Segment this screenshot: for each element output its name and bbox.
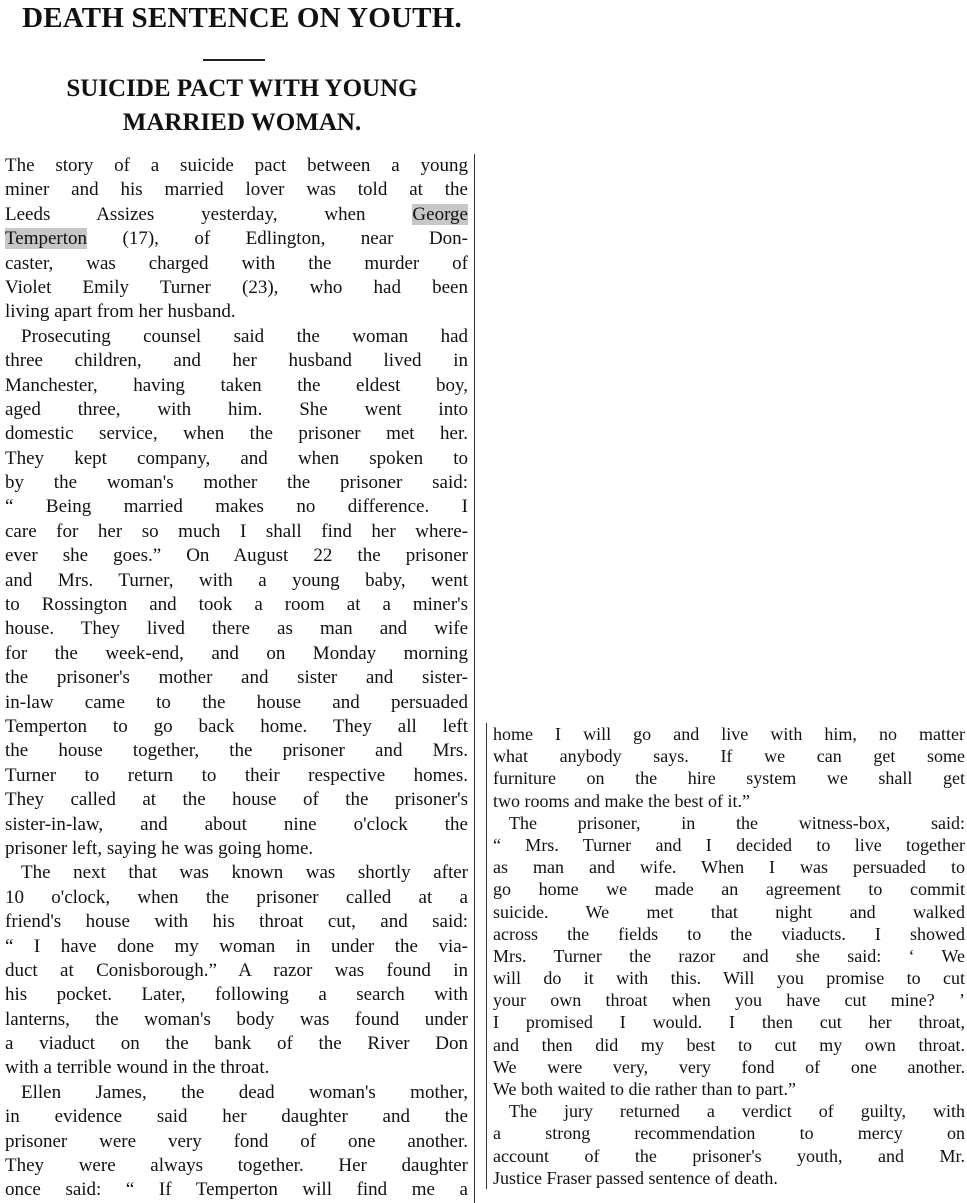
- text-line: Temperton to go back home. They all left: [5, 715, 468, 737]
- text-line: once said: “ If Temperton will find me a: [5, 1179, 468, 1201]
- headline: DEATH SENTENCE ON YOUTH.: [22, 2, 462, 34]
- subheadline-line: MARRIED WOMAN.: [122, 109, 362, 136]
- headline-divider: [203, 59, 265, 61]
- text-line: They called at the house of the prisoner's: [5, 789, 468, 811]
- text-line: and Mrs. Turner, with a young baby, went: [5, 569, 468, 591]
- text-line: Temperton (17), of Edlington, near Don-: [5, 228, 468, 250]
- text-line: I promised I would. I then cut her throat,: [493, 1012, 965, 1033]
- text-line: “ Mrs. Turner and I decided to live together: [493, 834, 965, 855]
- text-line: account of the prisoner's youth, and Mr.: [493, 1145, 965, 1166]
- text-line: ever she goes.” On August 22 the prisoner: [5, 545, 468, 567]
- text-line: domestic service, when the prisoner met her.: [5, 423, 468, 445]
- highlight: Temperton: [5, 228, 88, 250]
- text-line: two rooms and make the best of it.”: [493, 790, 750, 811]
- text-line: home I will go and live with him, no matter: [493, 724, 965, 744]
- text-line: your own throat when you have cut mine? ’: [493, 990, 965, 1011]
- text-line: prisoner were very fond of one another.: [5, 1130, 468, 1152]
- text-line: as man and wife. When I was persuaded to: [493, 857, 965, 878]
- text-line: Turner to return to their respective homes.: [5, 764, 468, 786]
- text-line: They kept company, and when spoken to: [5, 447, 468, 469]
- text-line: care for her so much I shall find her where-: [5, 520, 468, 542]
- text-line: will do it with this. Will you promise to cut: [493, 968, 965, 989]
- subheadline: [0, 72, 484, 140]
- text-line: furniture on the hire system we shall get: [493, 768, 965, 789]
- text-line: Mrs. Turner the razor and she said: ‘ We: [493, 945, 965, 966]
- text-line: miner and his married lover was told at the: [5, 179, 468, 201]
- text-line: Prosecuting counsel said the woman had: [21, 325, 468, 347]
- text-line: suicide. We met that night and walked: [493, 901, 965, 922]
- text-line: The story of a suicide pact between a young: [5, 155, 468, 176]
- text-line: house. They lived there as man and wife: [5, 618, 468, 640]
- text-line: three children, and her husband lived in: [5, 350, 468, 372]
- text-line: We were very, very fond of one another.: [493, 1056, 965, 1077]
- text-line: Violet Emily Turner (23), who had been: [5, 276, 468, 298]
- text-line: the prisoner's mother and sister and sister-: [5, 667, 468, 689]
- text-line: the house together, the prisoner and Mrs.: [5, 740, 468, 762]
- text-line: The next that was known was shortly after: [21, 862, 468, 884]
- article-column-right: [486, 723, 965, 1189]
- text-line: with a terrible wound in the throat.: [5, 1057, 270, 1079]
- text-line: to Rossington and took a room at a miner's: [5, 594, 468, 616]
- text-line: duct at Conisborough.” A razor was found in: [5, 959, 468, 981]
- text-line: go home we made an agreement to commit: [493, 879, 965, 900]
- text-line: Ellen James, the dead woman's mother,: [21, 1081, 468, 1103]
- text-line: Leeds Assizes yesterday, when George: [5, 203, 468, 225]
- text-line: Justice Fraser passed sentence of death.: [493, 1167, 778, 1188]
- text-line: aged three, with him. She went into: [5, 398, 468, 420]
- text-line: We both waited to die rather than to part.”: [493, 1079, 796, 1099]
- text-line: across the fields to the viaducts. I showed: [493, 923, 965, 944]
- text-line: 10 o'clock, when the prisoner called at a: [5, 886, 468, 908]
- text-line: by the woman's mother the prisoner said:: [5, 472, 468, 494]
- text-line: living apart from her husband.: [5, 301, 236, 323]
- text-line: in-law came to the house and persuaded: [5, 691, 468, 713]
- text-line: “ I have done my woman in under the via-: [5, 935, 468, 957]
- text-line: what anybody says. If we can get some: [493, 746, 965, 767]
- text-line: a strong recommendation to mercy on: [493, 1123, 965, 1144]
- text-line: Manchester, having taken the eldest boy,: [5, 374, 468, 396]
- text-line: a viaduct on the bank of the River Don: [5, 1033, 468, 1055]
- text-line: sister-in-law, and about nine o'clock the: [5, 813, 468, 835]
- text-line: and then did my best to cut my own throat.: [493, 1034, 965, 1055]
- text-line: for the week-end, and on Monday morning: [5, 642, 468, 664]
- text-line: caster, was charged with the murder of: [5, 252, 468, 274]
- text-line: They were always together. Her daughter: [5, 1155, 468, 1177]
- article-column-left: [5, 154, 475, 1203]
- text-line: prisoner left, saying he was going home.: [5, 837, 314, 859]
- subheadline-line: SUICIDE PACT WITH YOUNG: [66, 75, 418, 102]
- text-line: his pocket. Later, following a search with: [5, 984, 468, 1006]
- text-line: friend's house with his throat cut, and said:: [5, 911, 468, 933]
- text-line: in evidence said her daughter and the: [5, 1106, 468, 1128]
- text-line: The jury returned a verdict of guilty, with: [509, 1101, 965, 1122]
- text-line: “ Being married makes no difference. I: [5, 496, 468, 518]
- text-line: lanterns, the woman's body was found under: [5, 1008, 468, 1030]
- highlight: George: [412, 203, 468, 225]
- text-line: The prisoner, in the witness-box, said:: [509, 812, 965, 833]
